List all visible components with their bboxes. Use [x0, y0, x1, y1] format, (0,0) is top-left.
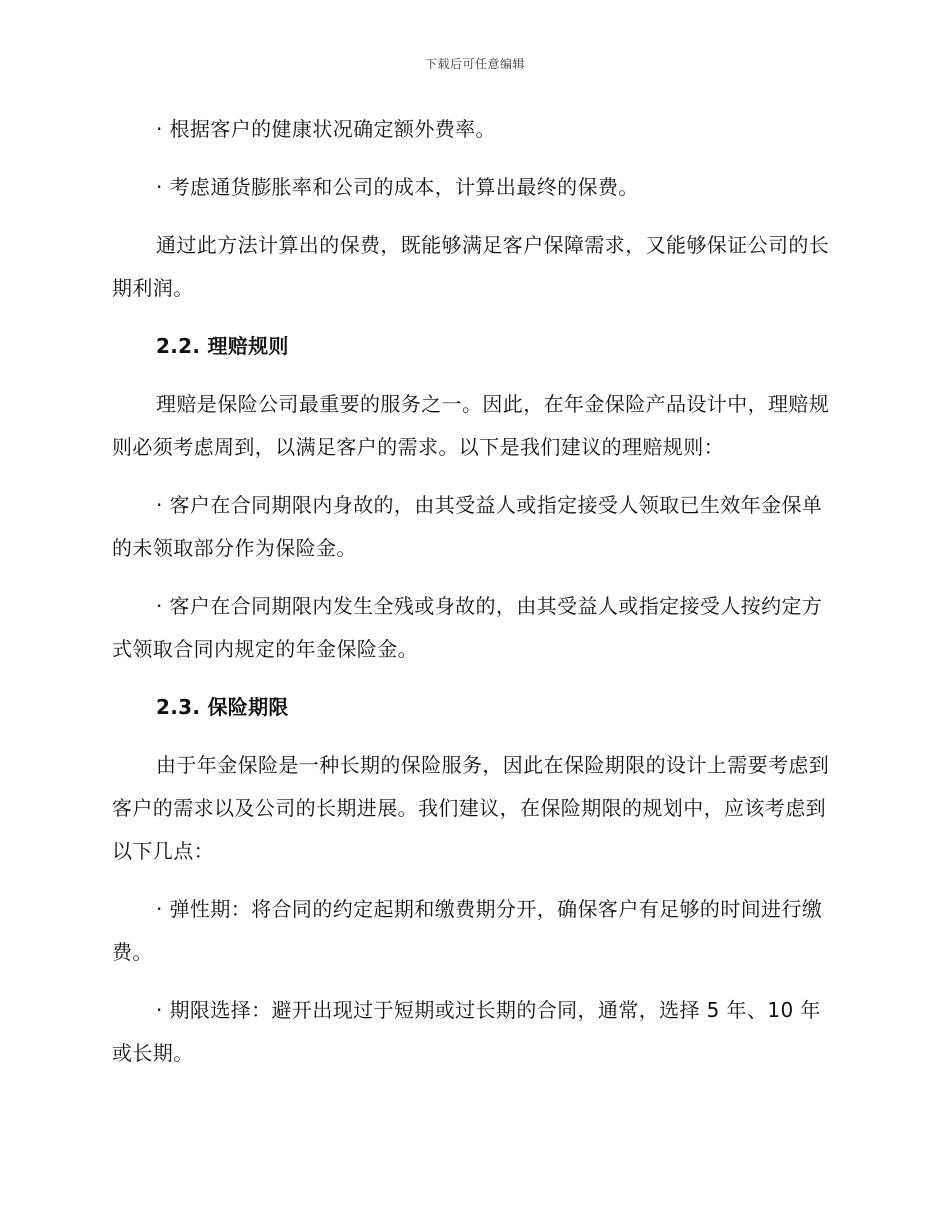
- header-note: 下载后可任意编辑: [424, 57, 525, 71]
- paragraph-claims-death: · 客户在合同期限内身故的，由其受益人或指定接受人领取已生效年金保单的未领取部分作为保险金。: [112, 493, 823, 560]
- section-heading-insurance-term: 2.3. 保险期限: [156, 695, 289, 719]
- document-body: [112, 108, 830, 1075]
- paragraph-extra-rate: · 根据客户的健康状况确定额外费率。: [156, 117, 496, 141]
- paragraph-final-premium: · 考虑通货膨胀率和公司的成本，计算出最终的保费。: [156, 175, 639, 199]
- paragraph-grace-period: · 弹性期：将合同的约定起期和缴费期分开，确保客户有足够的时间进行缴费。: [112, 897, 823, 964]
- section-heading-claims-rules: 2.2. 理赔规则: [156, 334, 289, 358]
- paragraph-premium-summary: 通过此方法计算出的保费，既能够满足客户保障需求，又能够保证公司的长期利润。: [112, 233, 830, 300]
- paragraph-claims-disability: · 客户在合同期限内发生全残或身故的，由其受益人或指定接受人按约定方式领取合同内规定的年金保险金。: [112, 594, 823, 661]
- paragraph-claims-intro: 理赔是保险公司最重要的服务之一。因此，在年金保险产品设计中，理赔规则必须考虑周到，以满足客户的需求。以下是我们建议的理赔规则：: [112, 392, 830, 459]
- paragraph-term-intro: 由于年金保险是一种长期的保险服务，因此在保险期限的设计上需要考虑到客户的需求以及公司的长期进展。我们建议，在保险期限的规划中，应该考虑到以下几点：: [112, 753, 830, 863]
- paragraph-term-selection: · 期限选择：避开出现过于短期或过长期的合同，通常，选择 5 年、10 年或长期。: [112, 998, 821, 1065]
